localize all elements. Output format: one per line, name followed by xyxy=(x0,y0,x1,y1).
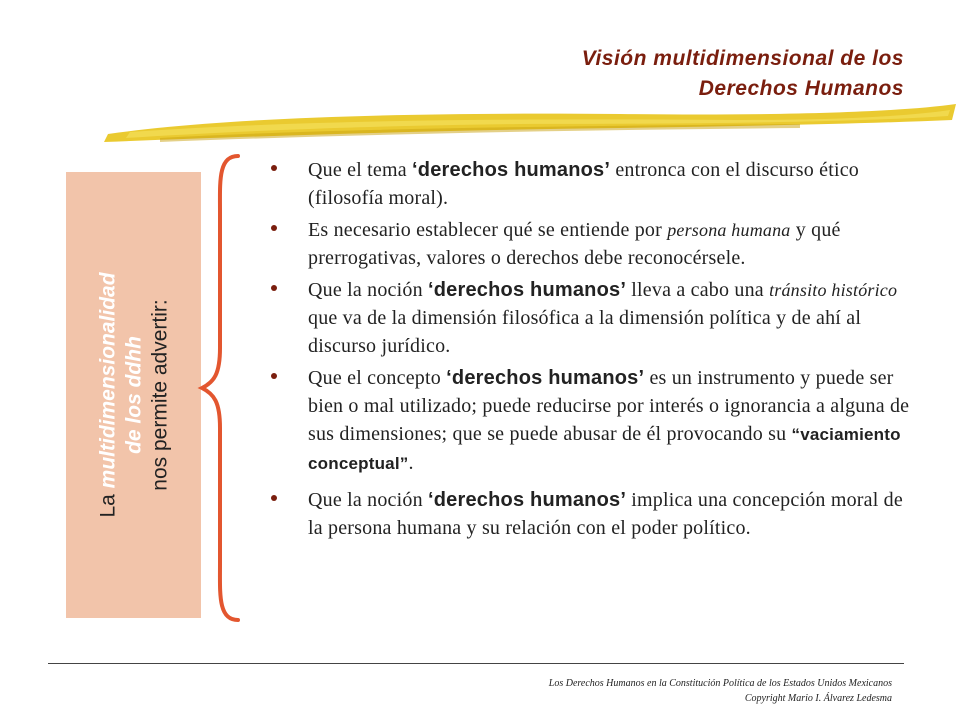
slide-title xyxy=(384,44,904,104)
curly-brace-icon xyxy=(196,152,246,624)
bullet-item-4 xyxy=(258,364,918,478)
bullet-4-text-a: Que el concepto xyxy=(308,367,447,389)
side-line-3: nos permite advertir: xyxy=(147,299,171,491)
side-line-1 xyxy=(95,272,121,517)
bullet-3-italic: tránsito histórico xyxy=(769,280,898,300)
side-prefix: La xyxy=(95,488,119,518)
bullet-3-text-b: lleva a cabo una xyxy=(626,279,770,301)
side-line-2: de los ddhh xyxy=(121,336,145,454)
title-line-2: Derechos Humanos xyxy=(698,77,904,100)
bullet-4-text-b: es un instrumento y puede ser bien o mal utilizado; puede reducirse por interés o ignorancia a alguna de sus dimensiones; que se puede abusar de él provocando su xyxy=(308,367,910,445)
bullet-2-text-a: Es necesario establecer qué se entiende por xyxy=(308,219,668,241)
bullet-4-text-c: . xyxy=(408,452,414,474)
bullet-5-text-b: implica una concepción moral de la persona humana y su relación con el poder político. xyxy=(308,489,903,539)
bullet-dot-icon xyxy=(271,373,277,379)
bullet-4-keyword: ‘derechos humanos’ xyxy=(446,367,645,389)
side-emphasis: multidimensionalidad xyxy=(95,272,119,489)
bullet-1-text-b: entronca con el discurso ético (filosofía moral). xyxy=(308,159,860,209)
footer-divider xyxy=(48,663,904,664)
bullet-3-text-a: Que la noción xyxy=(308,279,428,301)
footer xyxy=(549,676,892,706)
bullet-3-keyword: ‘derechos humanos’ xyxy=(428,279,627,301)
bullet-4-keyword-2: “vaciamiento conceptual” xyxy=(308,425,901,473)
brush-stroke-decoration xyxy=(100,98,960,150)
bullet-5-keyword: ‘derechos humanos’ xyxy=(428,489,627,511)
title-line-1: Visión multidimensional de los xyxy=(581,47,904,70)
bullet-1-text-a: Que el tema xyxy=(308,159,413,181)
bullet-2-text-b: y qué prerrogativas, valores o derechos debe reconocérsele. xyxy=(308,219,841,269)
bullet-dot-icon xyxy=(271,165,277,171)
bullet-dot-icon xyxy=(271,495,277,501)
bullet-1-keyword: ‘derechos humanos’ xyxy=(412,159,611,181)
bullet-3-text-c: que va de la dimensión filosófica a la dimensión política y de ahí al discurso jurídico. xyxy=(308,307,862,357)
bullet-item-5 xyxy=(258,486,918,542)
bullet-list xyxy=(258,156,918,546)
footer-line-1: Los Derechos Humanos en la Constitución Política de los Estados Unidos Mexicanos xyxy=(548,678,892,689)
bullet-dot-icon xyxy=(271,285,277,291)
footer-line-2: Copyright Mario I. Álvarez Ledesma xyxy=(744,693,892,704)
side-summary-text xyxy=(66,172,201,618)
bullet-item-3 xyxy=(258,276,918,360)
bullet-5-text-a: Que la noción xyxy=(308,489,428,511)
bullet-item-2 xyxy=(258,216,918,272)
bullet-dot-icon xyxy=(271,225,277,231)
side-summary-box xyxy=(66,172,201,618)
bullet-item-1 xyxy=(258,156,918,212)
bullet-2-italic: persona humana xyxy=(667,220,791,240)
